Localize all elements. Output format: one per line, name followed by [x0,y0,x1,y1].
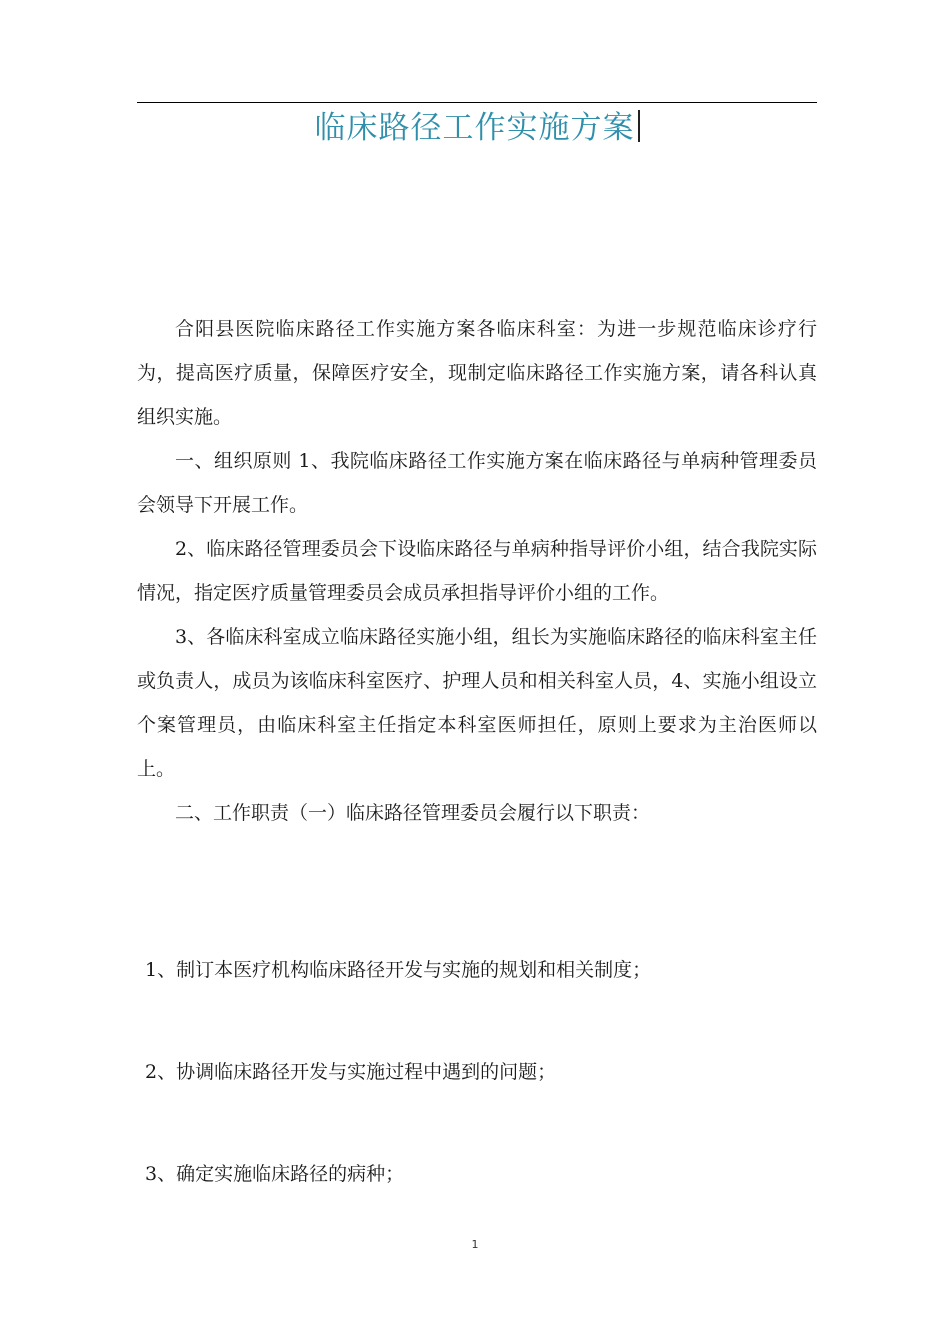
duty-item: 3、确定实施临床路径的病种； [145,1163,405,1185]
page-number: 1 [471,1238,479,1251]
paragraph-duties-heading: 二、工作职责（一）临床路径管理委员会履行以下职责： [175,802,651,824]
document-body [137,307,817,835]
paragraph-org-principle: 一、组织原则 1、我院临床路径工作实施方案在临床路径与单病种管理委员会领导下开展工作。 [137,450,817,516]
text-cursor [638,110,640,142]
paragraph-implementation-group: 3、各临床科室成立临床路径实施小组，组长为实施临床路径的临床科室主任或负责人，成员为该临床科室医疗、护理人员和相关科室人员，4、实施小组设立个案管理员，由临床科室主任指定本科室医师担任，原则上要求为主治医师以上。 [137,626,817,780]
header-rule [137,102,817,103]
duty-item: 2、协调临床路径开发与实施过程中遇到的问题； [145,1061,557,1083]
duty-item: 1、制订本医疗机构临床路径开发与实施的规划和相关制度； [145,959,652,981]
duties-list [145,948,825,1254]
document-title-text: 临床路径工作实施方案 [314,110,635,146]
document-title [137,106,817,150]
paragraph-evaluation-group: 2、临床路径管理委员会下设临床路径与单病种指导评价小组，结合我院实际情况，指定医疗质量管理委员会成员承担指导评价小组的工作。 [137,538,817,604]
paragraph-intro: 合阳县医院临床路径工作实施方案各临床科室：为进一步规范临床诊疗行为，提高医疗质量，保障医疗安全，现制定临床路径工作实施方案，请各科认真组织实施。 [137,318,817,428]
